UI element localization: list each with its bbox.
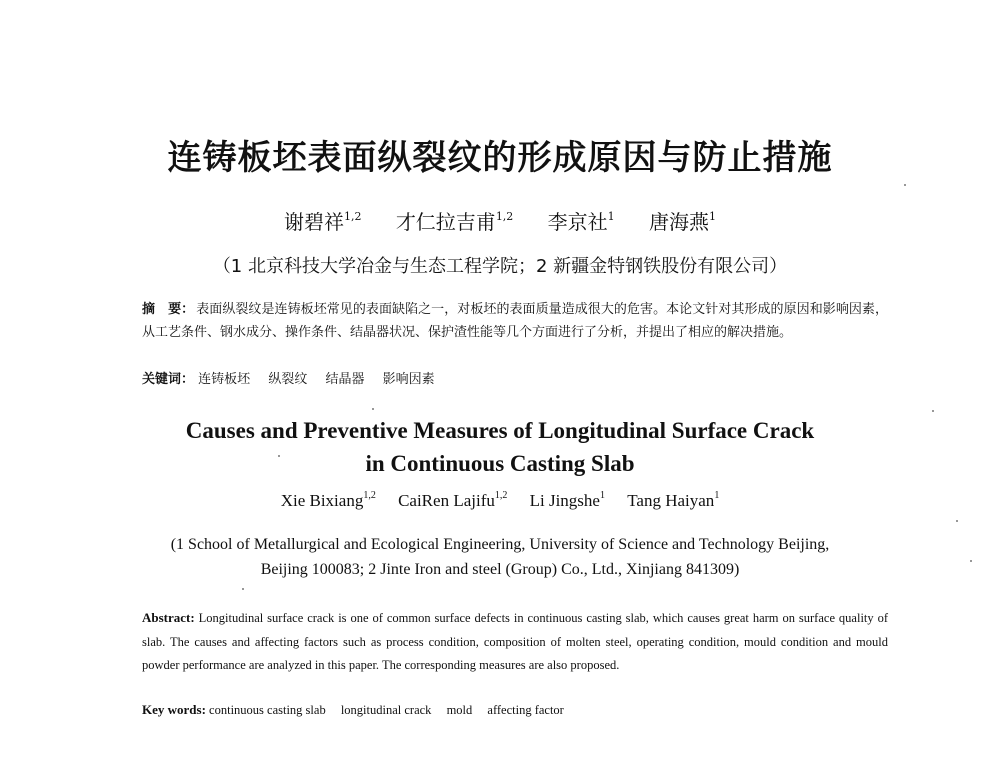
scan-speck: [932, 410, 934, 412]
english-title-line1: Causes and Preventive Measures of Longitudinal Surface Crack: [185, 418, 815, 443]
scan-speck: [372, 408, 374, 410]
scan-speck: [242, 588, 244, 590]
keyword: 连铸板坯: [198, 372, 251, 387]
keyword: continuous casting slab: [209, 703, 326, 717]
author: 唐海燕$^1$: [649, 210, 717, 234]
chinese-affiliation: （1 北京科技大学冶金与生态工程学院；2 新疆金特钢铁股份有限公司）: [212, 256, 788, 277]
author: 才仁拉吉甫$^{1,2}$: [395, 210, 514, 234]
scan-speck: [278, 455, 280, 457]
chinese-keywords: [142, 368, 888, 387]
chinese-abstract: [142, 298, 888, 344]
keyword: 结晶器: [325, 372, 365, 387]
abstract-text: Longitudinal surface crack is one of common surface defects in continuous casting slab, which causes great harm on surface quality of slab. The causes and affecting factors such as process condition, composition of molten steel, operating condition, mould condition and mould powder performance are analyzed in this paper. The corresponding measures are also proposed.: [142, 611, 889, 672]
abstract-label: Abstract:: [142, 610, 195, 625]
scan-speck: [904, 184, 906, 186]
abstract-label: 摘 要：: [142, 302, 195, 317]
author: 李京社$^1$: [547, 210, 615, 234]
abstract-text: 表面纵裂纹是连铸板坯常见的表面缺陷之一，对板坯的表面质量造成很大的危害。本论文针对其形成的原因和影响因素，从工艺条件、钢水成分、操作条件、结晶器状况、保护渣性能等几个方面进行了分析，并提出了相应的解决措施。: [142, 302, 888, 340]
scan-speck: [970, 560, 972, 562]
english-authors: [0, 490, 1000, 511]
keyword: 纵裂纹: [268, 372, 308, 387]
author: Li Jingshe$^1$: [529, 490, 605, 510]
author: CaiRen Lajifu$^{1,2}$: [398, 490, 508, 510]
author: 谢碧祥$^{1,2}$: [283, 210, 362, 234]
keywords-label: Key words:: [142, 702, 206, 717]
keyword: mold: [446, 703, 473, 717]
english-affiliation-line1: (1 School of Metallurgical and Ecological Engineering, University of Science and Technology Beijing,: [170, 536, 830, 553]
keyword: longitudinal crack: [340, 703, 432, 717]
author: Tang Haiyan$^1$: [627, 490, 720, 510]
author: Xie Bixiang$^{1,2}$: [280, 490, 376, 510]
keyword: 影响因素: [382, 372, 435, 387]
english-keywords: [142, 702, 888, 718]
keywords-label: 关键词：: [142, 372, 195, 387]
chinese-authors: [0, 206, 1000, 235]
english-title-line2: in Continuous Casting Slab: [365, 451, 635, 476]
english-title: [0, 414, 1000, 480]
keyword: affecting factor: [487, 703, 564, 717]
english-abstract: [142, 606, 888, 678]
chinese-title: 连铸板坯表面纵裂纹的形成原因与防止措施: [167, 138, 833, 178]
english-affiliation: [0, 532, 1000, 582]
english-affiliation-line2: Beijing 100083; 2 Jinte Iron and steel (Group) Co., Ltd., Xinjiang 841309): [260, 561, 740, 578]
scan-speck: [956, 520, 958, 522]
